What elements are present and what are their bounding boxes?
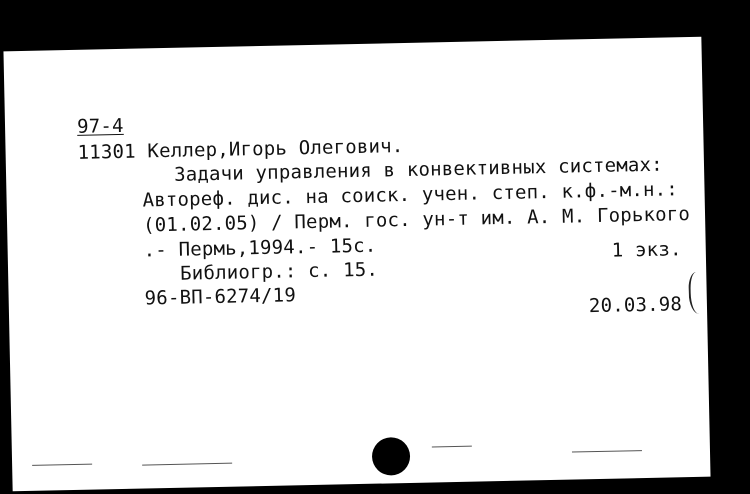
- date-stamp: 20.03.98: [588, 293, 683, 318]
- scan-speck: [432, 446, 472, 448]
- description-line-1: Автореф. дис. на соиск. учен. степ. к.ф.-м.н.:: [142, 178, 679, 212]
- scan-speck: [142, 463, 232, 466]
- copies-count: 1 экз.: [611, 238, 682, 262]
- registration-number: 96-ВП-6274/19: [144, 284, 297, 310]
- entry-number-and-author: 11301 Келлер,Игорь Олегович.: [77, 135, 404, 164]
- title-line: Задачи управления в конвективных системах:: [173, 153, 664, 186]
- scan-speck: [32, 464, 92, 466]
- imprint-line: .- Пермь,1994.- 15с.: [143, 234, 377, 262]
- scan-speck: [572, 450, 642, 452]
- description-line-2: (01.02.05) / Перм. гос. ун-т им. А. М. Горького: [142, 203, 691, 237]
- call-number: 97-4: [76, 114, 124, 138]
- handwritten-edge-mark: [688, 272, 709, 314]
- bibliography-note: Библиогр.: с. 15.: [179, 258, 379, 285]
- catalog-card: [3, 37, 710, 492]
- punch-hole: [372, 437, 411, 476]
